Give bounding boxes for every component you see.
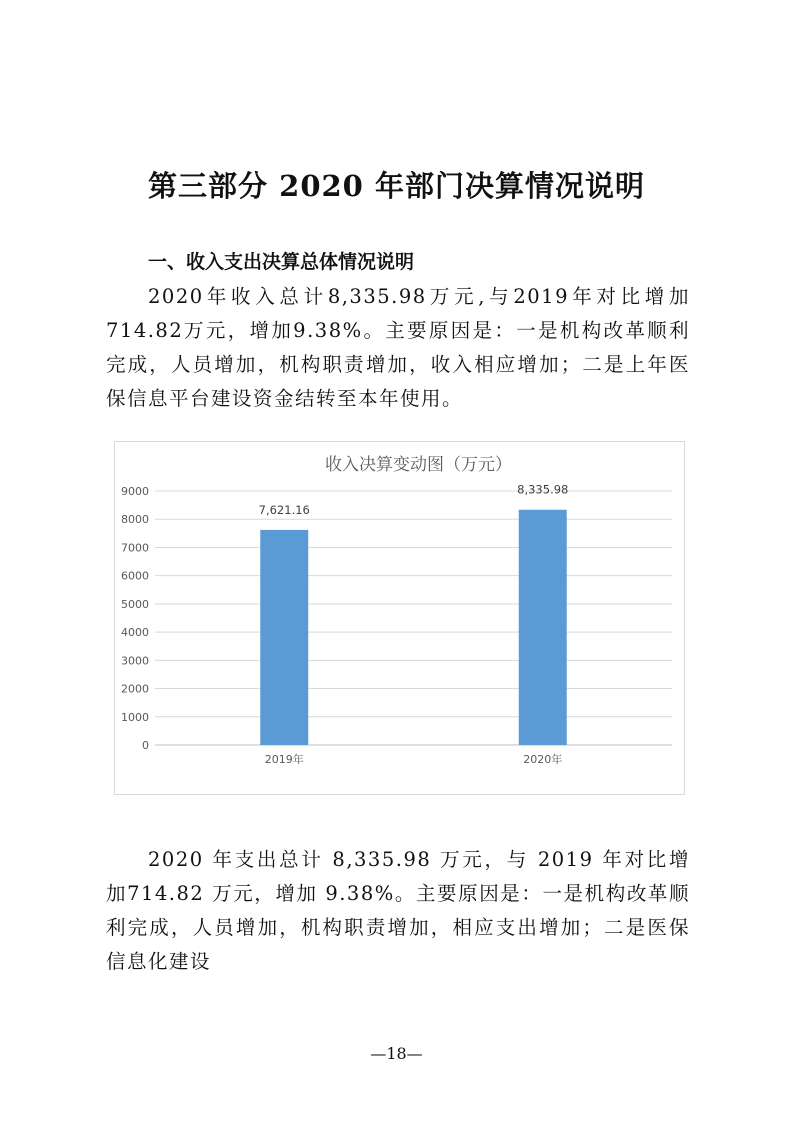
data-label: 8,335.98: [517, 482, 569, 497]
expense-paragraph-text: 2020 年支出总计 8,335.98 万元，与 2019 年对比增加714.82 万元，增加 9.38%。主要原因是：一是机构改革顺利完成，人员增加，机构职责增加，相应支出增加；二是医保信息化建设: [106, 848, 690, 973]
page-number: —18—: [370, 1044, 423, 1063]
y-tick-label: 0: [142, 739, 149, 752]
y-tick-label: 5000: [121, 597, 149, 611]
expense-paragraph: [106, 843, 690, 979]
income-chart: [114, 441, 685, 795]
income-bar-chart: [115, 442, 686, 796]
y-tick-label: 7000: [121, 541, 149, 555]
chart-title: 收入决算变动图（万元）: [325, 455, 512, 475]
y-tick-label: 6000: [121, 569, 149, 583]
y-tick-label: 2000: [121, 682, 149, 696]
page-title: 第三部分 2020 年部门决算情况说明: [148, 169, 645, 203]
income-paragraph-text: 2020年收入总计8,335.98万元,与2019年对比增加714.82万元，增加9.38%。主要原因是：一是机构改革顺利完成，人员增加，机构职责增加，收入相应增加；二是上年医保信息平台建设资金结转至本年使用。: [106, 285, 690, 410]
data-label: 7,621.16: [258, 502, 310, 517]
y-tick-label: 4000: [121, 626, 149, 640]
y-tick-label: 9000: [121, 485, 149, 498]
income-paragraph: [106, 280, 690, 416]
bar: [260, 530, 308, 745]
section-heading: 一、收入支出决算总体情况说明: [148, 251, 415, 273]
x-tick-label: 2019年: [264, 753, 304, 766]
y-tick-label: 1000: [121, 710, 149, 724]
y-tick-label: 8000: [121, 513, 149, 527]
bar: [519, 510, 567, 745]
y-tick-label: 3000: [121, 654, 149, 668]
x-tick-label: 2020年: [523, 753, 563, 766]
